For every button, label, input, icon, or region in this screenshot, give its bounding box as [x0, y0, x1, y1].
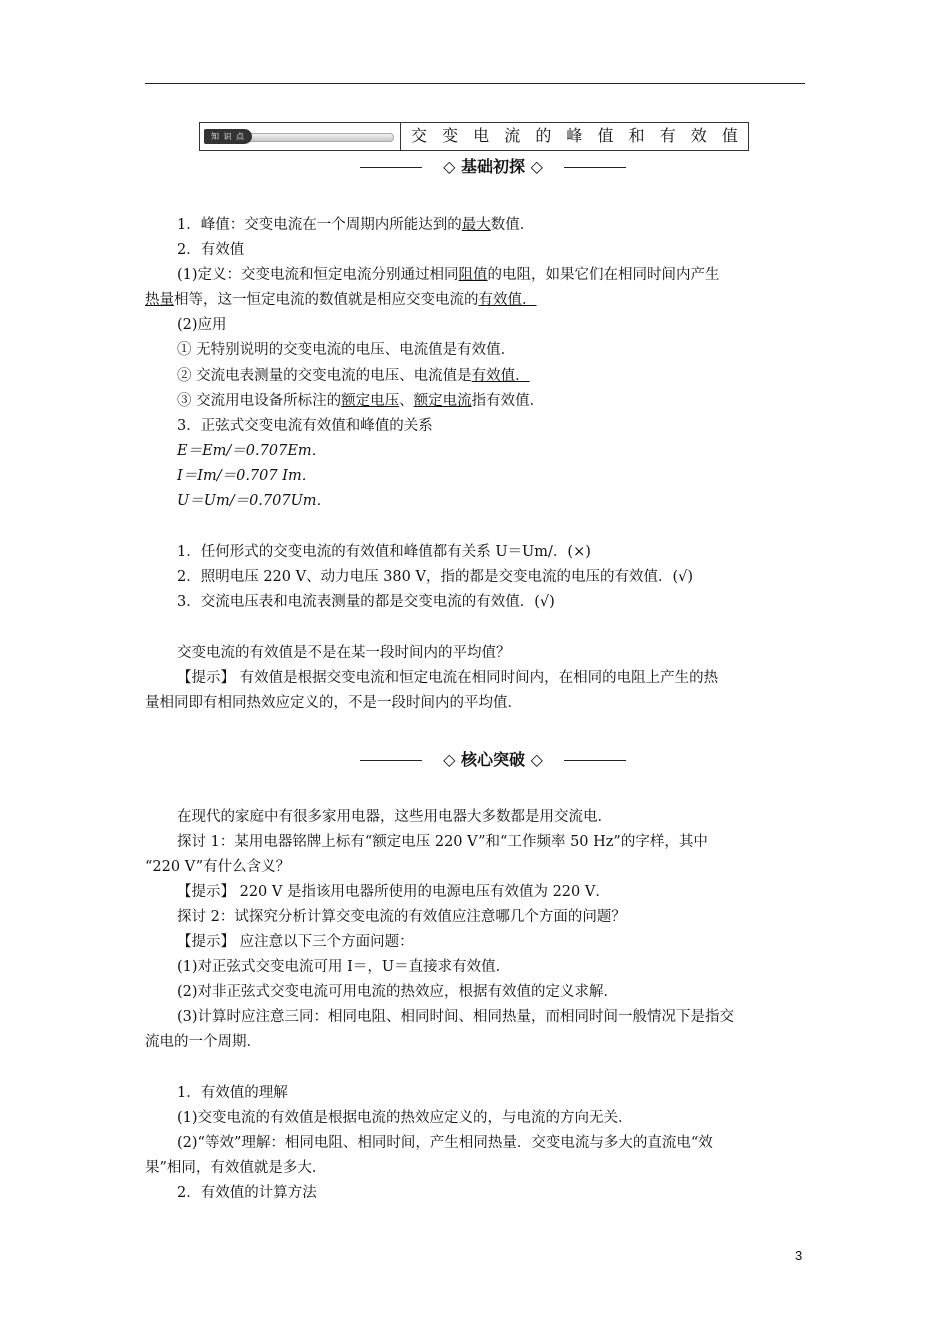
think-answer-1: 【提示】 有效值是根据交变电流和恒定电流在相同时间内，在相同的电阻上产生的热	[177, 670, 719, 686]
understand-line-5: 2．有效值的计算方法	[177, 1185, 317, 1201]
judge-line-1: 1．任何形式的交变电流的有效值和峰值都有关系 U＝Um/．(×)	[177, 544, 591, 560]
basics-line-8: ③ 交流用电设备所标注的额定电压、额定电流指有效值．	[177, 393, 545, 409]
understand-line-1: 1．有效值的理解	[177, 1085, 288, 1101]
basics-line-3: (1)定义：交变电流和恒定电流分别通过相同阻值的电阻，如果它们在相同时间内产生	[177, 267, 720, 283]
understand-line-4: 果”相同，有效值就是多大．	[145, 1160, 327, 1176]
judge-line-2: 2．照明电压 220 V、动力电压 380 V，指的都是交变电流的电压的有效值．(√)	[177, 569, 694, 585]
core-line-5: 探讨 2：试探究分析计算交变电流的有效值应注意哪几个方面的问题？	[177, 909, 626, 925]
core-line-2: 探讨 1：某用电器铭牌上标有“额定电压 220 V”和“工作频率 50 Hz”的字样，其中	[177, 834, 708, 850]
basics-line-6: ① 无特别说明的交变电流的电压、电流值是有效值．	[177, 342, 516, 358]
core-line-6: 【提示】 应注意以下三个方面问题：	[177, 934, 414, 950]
basics-line-1: 1．峰值：交变电流在一个周期内所能达到的最大数值．	[177, 217, 535, 233]
core-line-7: (1)对正弦式交变电流可用 I＝，U＝直接求有效值．	[177, 959, 511, 975]
formula-i: I＝Im/＝0.707 Im．	[177, 468, 317, 484]
knowledge-point-badge	[204, 127, 392, 146]
badge-bar	[248, 133, 394, 142]
basics-line-5: (2)应用	[177, 317, 227, 333]
section-heading-basics: ◇ 基础初探 ◇	[360, 156, 626, 178]
core-line-1: 在现代的家庭中有很多家用电器，这些用电器大多数都是用交流电．	[177, 809, 612, 825]
core-line-8: (2)对非正弦式交变电流可用电流的热效应，根据有效值的定义求解．	[177, 984, 619, 1000]
core-line-10: 流电的一个周期．	[145, 1034, 261, 1050]
core-line-4: 【提示】 220 V 是指该用电器所使用的电源电压有效值为 220 V．	[177, 884, 610, 900]
basics-line-2: 2．有效值	[177, 242, 245, 258]
core-line-9: (3)计算时应注意三同：相同电阻、相同时间、相同热量，而相同时间一般情况下是指交	[177, 1009, 735, 1025]
basics-line-7: ② 交流电表测量的交变电流的电压、电流值是有效值．	[177, 368, 530, 384]
judge-line-3: 3．交流电压表和电流表测量的都是交变电流的有效值．(√)	[177, 594, 555, 610]
banner-divider	[400, 123, 401, 150]
formula-u: U＝Um/＝0.707Um．	[177, 493, 332, 509]
page-number: 3	[795, 1248, 803, 1263]
basics-line-4: 热量相等，这一恒定电流的数值就是相应交变电流的有效值．	[145, 292, 537, 308]
knowledge-point-banner	[199, 122, 749, 151]
formula-e: E＝Em/＝0.707Em．	[177, 443, 327, 459]
understand-line-2: (1)交变电流的有效值是根据电流的热效应定义的，与电流的方向无关．	[177, 1110, 633, 1126]
knowledge-point-title: 交 变 电 流 的 峰 值 和 有 效 值	[411, 126, 743, 145]
section-heading-core: ◇ 核心突破 ◇	[360, 749, 626, 771]
section-title: 核心突破	[460, 750, 525, 769]
section-title: 基础初探	[460, 157, 525, 176]
think-answer-2: 量相同即有相同热效应定义的，不是一段时间内的平均值．	[145, 695, 522, 711]
understand-line-3: (2)“等效”理解：相同电阻、相同时间，产生相同热量．交变电流与多大的直流电“效	[177, 1135, 713, 1151]
badge-label: 知 识 点	[204, 129, 252, 144]
core-line-3: “220 V”有什么含义？	[145, 859, 291, 875]
basics-line-9: 3．正弦式交变电流有效值和峰值的关系	[177, 418, 433, 434]
header-rule	[145, 83, 805, 84]
think-question: 交变电流的有效值是不是在某一段时间内的平均值？	[177, 645, 511, 661]
